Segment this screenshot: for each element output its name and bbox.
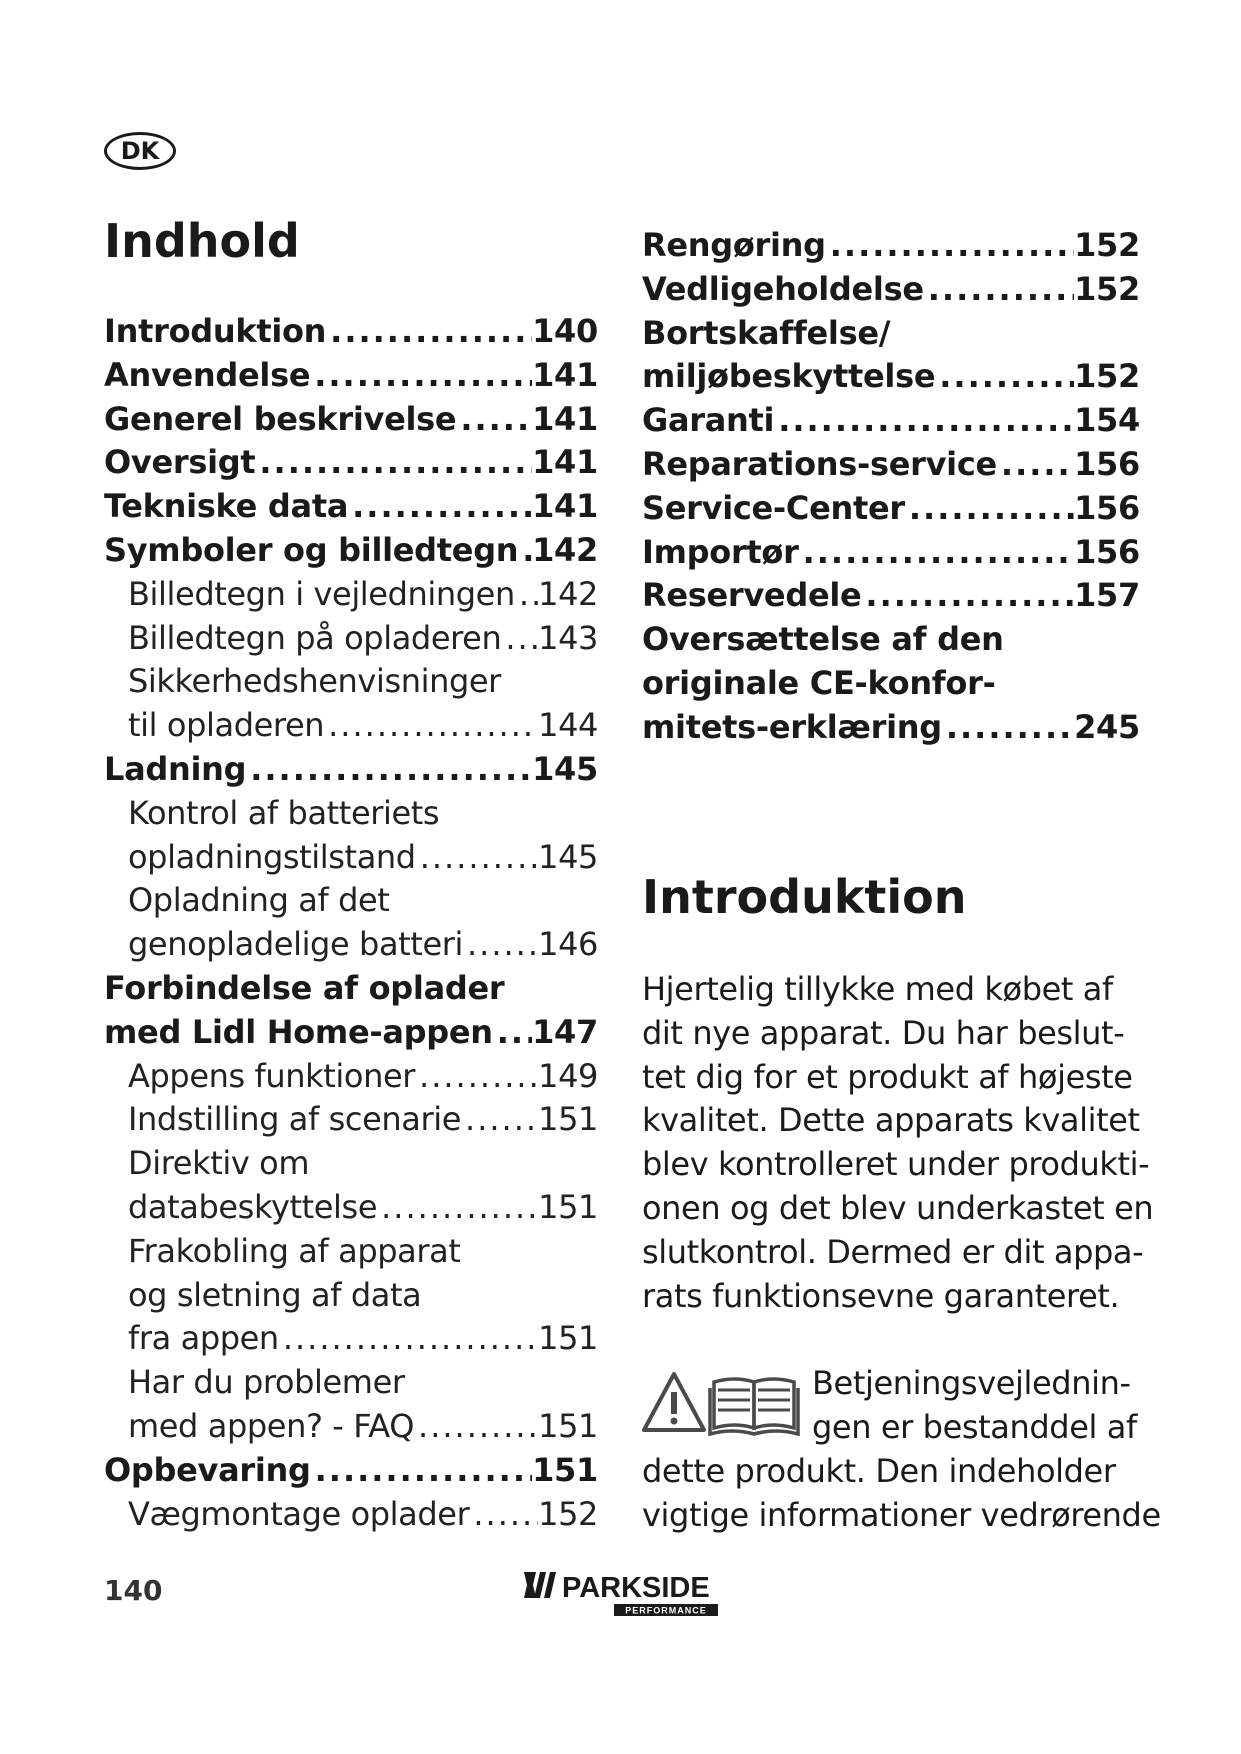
toc-heading: Indhold — [104, 214, 300, 268]
toc-leader-dots — [456, 400, 532, 438]
toc-entry — [642, 401, 1140, 445]
toc-entry-page: 152 — [538, 1494, 598, 1533]
toc-entry-title: Sikkerhedshenvisninger — [128, 662, 501, 701]
toc-entry — [104, 1319, 598, 1363]
toc-entry-title: Forbindelse af oplader — [104, 968, 505, 1007]
toc-entry-title: Oversigt — [104, 443, 256, 482]
toc-entry-title: originale CE-konfor- — [642, 663, 996, 702]
toc-entry — [104, 1188, 598, 1232]
toc-entry-title: Frakobling af apparat — [128, 1231, 461, 1270]
toc-entry-title: miljøbeskyttelse — [642, 357, 936, 396]
toc-leader-dots — [348, 487, 532, 525]
toc-entry-page: 245 — [1074, 707, 1140, 746]
toc-entry — [104, 750, 598, 794]
toc-entry-title: Ladning — [104, 749, 247, 788]
toc-entry — [104, 1144, 598, 1188]
toc-entry-page: 156 — [1074, 444, 1140, 483]
toc-entry-title: Introduktion — [104, 312, 327, 350]
toc-entry — [104, 1276, 598, 1320]
toc-entry-title: Vægmontage oplader — [128, 1494, 470, 1533]
toc-entry — [642, 314, 1140, 358]
text-line: onen og det blev underkastet en — [642, 1188, 1154, 1227]
toc-entry — [642, 357, 1140, 401]
toc-entry-title: Opladning af det — [128, 881, 390, 920]
toc-entry — [642, 489, 1140, 533]
toc-entry — [642, 533, 1140, 577]
text-line: vigtige informationer vedrørende — [642, 1495, 1161, 1534]
text-line: dit nye apparat. Du har beslut- — [642, 1013, 1125, 1052]
toc-right-column — [642, 226, 1140, 752]
toc-leader-dots — [942, 708, 1074, 746]
toc-entry — [642, 708, 1140, 752]
toc-entry-title: databeskyttelse — [128, 1187, 378, 1226]
toc-entry-page: 141 — [532, 355, 598, 394]
toc-entry-page: 151 — [538, 1406, 598, 1445]
text-line: Betjeningsvejlednin- — [812, 1364, 1131, 1402]
toc-entry-title: Anvendelse — [104, 355, 311, 394]
toc-entry-page: 154 — [1074, 401, 1140, 440]
toc-entry-page: 141 — [532, 487, 598, 526]
intro-heading: Introduktion — [642, 870, 967, 924]
toc-leader-dots — [377, 1188, 538, 1226]
toc-entry — [104, 706, 598, 750]
text-line: gen er bestanddel af — [812, 1407, 1137, 1446]
toc-entry-page: 143 — [538, 618, 598, 657]
toc-entry-page: 152 — [1074, 269, 1140, 308]
toc-entry — [104, 1363, 598, 1407]
toc-leader-dots — [774, 401, 1074, 439]
toc-entry-page: 146 — [538, 925, 598, 964]
toc-leader-dots — [997, 445, 1074, 483]
toc-entry-title: med Lidl Home-appen — [104, 1012, 493, 1051]
toc-entry-page: 156 — [1074, 532, 1140, 571]
toc-entry-title: Billedtegn i vejledningen — [128, 574, 515, 613]
toc-entry-title: Appens funktioner — [128, 1056, 416, 1095]
toc-entry-page: 140 — [532, 312, 598, 350]
toc-leader-dots — [311, 1451, 532, 1489]
toc-entry — [104, 312, 598, 356]
toc-entry — [104, 1495, 598, 1539]
toc-entry-title: Garanti — [642, 401, 775, 440]
toc-entry-title: fra appen — [128, 1319, 279, 1358]
text-line: Hjertelig tillykke med købet af — [642, 970, 1113, 1008]
toc-entry-page: 152 — [1074, 357, 1140, 396]
toc-leader-dots — [826, 226, 1074, 264]
toc-leader-dots — [924, 270, 1074, 308]
toc-leader-dots — [415, 1057, 538, 1095]
toc-entry — [642, 270, 1140, 314]
toc-entry-page: 151 — [532, 1450, 598, 1489]
text-line: tet dig for et produkt af højeste — [642, 1057, 1133, 1096]
toc-entry — [104, 1100, 598, 1144]
toc-entry-page: 141 — [532, 399, 598, 438]
toc-entry-page: 145 — [532, 749, 598, 788]
toc-entry-page: 151 — [538, 1319, 598, 1358]
toc-entry — [104, 531, 598, 575]
toc-entry — [104, 794, 598, 838]
toc-entry — [104, 1407, 598, 1451]
warning-triangle-icon — [644, 1374, 704, 1430]
toc-entry — [104, 1232, 598, 1276]
toc-entry-title: Reservedele — [642, 576, 862, 615]
toc-entry-title: Tekniske data — [104, 487, 349, 526]
open-book-icon — [710, 1379, 798, 1434]
slash-marks-icon — [524, 1572, 556, 1598]
toc-entry — [104, 662, 598, 706]
toc-entry — [642, 620, 1140, 664]
toc-leader-dots — [416, 838, 538, 876]
toc-leader-dots — [414, 1407, 538, 1445]
toc-entry-title: Indstilling af scenarie — [128, 1100, 462, 1139]
toc-entry-title: Vedligeholdelse — [642, 269, 924, 308]
toc-entry-title: genopladelige batteri — [128, 925, 463, 964]
toc-entry — [104, 400, 598, 444]
toc-leader-dots — [279, 1319, 538, 1357]
text-line: slutkontrol. Dermed er dit appa- — [642, 1232, 1144, 1271]
toc-entry-title: til opladeren — [128, 706, 325, 745]
language-badge: DK — [104, 132, 176, 170]
text-line: rats funktionsevne garanteret. — [642, 1276, 1120, 1315]
page-number: 140 — [104, 1574, 163, 1607]
toc-entry — [104, 487, 598, 531]
toc-leader-dots — [326, 312, 532, 350]
toc-leader-dots — [310, 356, 532, 394]
toc-entry-title: Symboler og billedtegn — [104, 530, 519, 569]
toc-entry-page: 142 — [532, 530, 598, 569]
toc-entry — [104, 356, 598, 400]
warning-manual-icons — [640, 1368, 810, 1438]
toc-leader-dots — [935, 357, 1074, 395]
toc-leader-dots — [246, 750, 532, 788]
toc-entry-page: 151 — [538, 1187, 598, 1226]
toc-entry — [104, 881, 598, 925]
toc-left-column — [104, 312, 598, 1538]
toc-leader-dots — [324, 706, 538, 744]
toc-entry-title: Service-Center — [642, 488, 905, 527]
toc-entry-title: Generel beskrivelse — [104, 399, 457, 438]
toc-entry — [104, 969, 598, 1013]
toc-entry-title: Bortskaffelse/ — [642, 313, 891, 352]
toc-entry-title: Rengøring — [642, 226, 826, 264]
toc-entry-page: 152 — [1074, 226, 1140, 264]
toc-entry — [104, 838, 598, 882]
toc-entry — [104, 1013, 598, 1057]
intro-paragraph — [642, 968, 1154, 1318]
toc-entry — [104, 1057, 598, 1101]
toc-leader-dots — [799, 533, 1075, 571]
toc-entry — [104, 925, 598, 969]
toc-entry-title: Oversættelse af den — [642, 620, 1004, 659]
toc-entry-title: Opbevaring — [104, 1450, 311, 1489]
parkside-logo — [522, 1568, 722, 1622]
brand-name: PARKSIDE — [562, 1572, 710, 1604]
toc-leader-dots — [861, 576, 1074, 614]
toc-leader-dots — [255, 443, 532, 481]
toc-entry-page: 142 — [538, 574, 598, 613]
text-line: blev kontrolleret under produkti- — [642, 1145, 1150, 1184]
toc-entry — [642, 664, 1140, 708]
toc-leader-dots — [518, 531, 532, 569]
toc-entry — [642, 576, 1140, 620]
toc-entry-title: og sletning af data — [128, 1275, 422, 1314]
toc-entry-page: 147 — [532, 1012, 598, 1051]
toc-leader-dots — [493, 1013, 532, 1051]
toc-leader-dots — [905, 489, 1074, 527]
toc-entry-title: Direktiv om — [128, 1144, 310, 1183]
note-continuation-text — [642, 1450, 1161, 1538]
toc-entry-title: Har du problemer — [128, 1363, 405, 1402]
text-line: kvalitet. Dette apparats kvalitet — [642, 1101, 1140, 1140]
toc-entry — [104, 575, 598, 619]
toc-entry-title: Billedtegn på opladeren — [128, 618, 502, 657]
toc-entry-title: opladningstilstand — [128, 837, 416, 876]
toc-entry-page: 157 — [1074, 576, 1140, 615]
note-side-text — [812, 1362, 1137, 1450]
toc-entry-title: med appen? - FAQ — [128, 1406, 415, 1445]
toc-entry — [104, 1451, 598, 1495]
text-line: dette produkt. Den indeholder — [642, 1452, 1116, 1490]
toc-leader-dots — [469, 1495, 538, 1533]
toc-leader-dots — [461, 1100, 538, 1138]
toc-entry — [642, 226, 1140, 270]
toc-entry-title: mitets-erklæring — [642, 707, 942, 746]
toc-entry-page: 144 — [538, 706, 598, 745]
toc-entry-page: 149 — [538, 1056, 598, 1095]
toc-entry-page: 141 — [532, 443, 598, 482]
toc-leader-dots — [515, 575, 538, 613]
toc-entry-page: 151 — [538, 1100, 598, 1139]
toc-entry-title: Importør — [642, 532, 799, 571]
brand-subline: PERFORMANCE — [625, 1605, 707, 1616]
toc-leader-dots — [501, 619, 538, 657]
toc-entry — [642, 445, 1140, 489]
toc-entry-page: 145 — [538, 837, 598, 876]
toc-entry-page: 156 — [1074, 488, 1140, 527]
toc-entry-title: Kontrol af batteriets — [128, 793, 440, 832]
toc-entry-title: Reparations-service — [642, 444, 997, 483]
toc-entry — [104, 619, 598, 663]
toc-leader-dots — [463, 925, 538, 963]
toc-entry — [104, 443, 598, 487]
